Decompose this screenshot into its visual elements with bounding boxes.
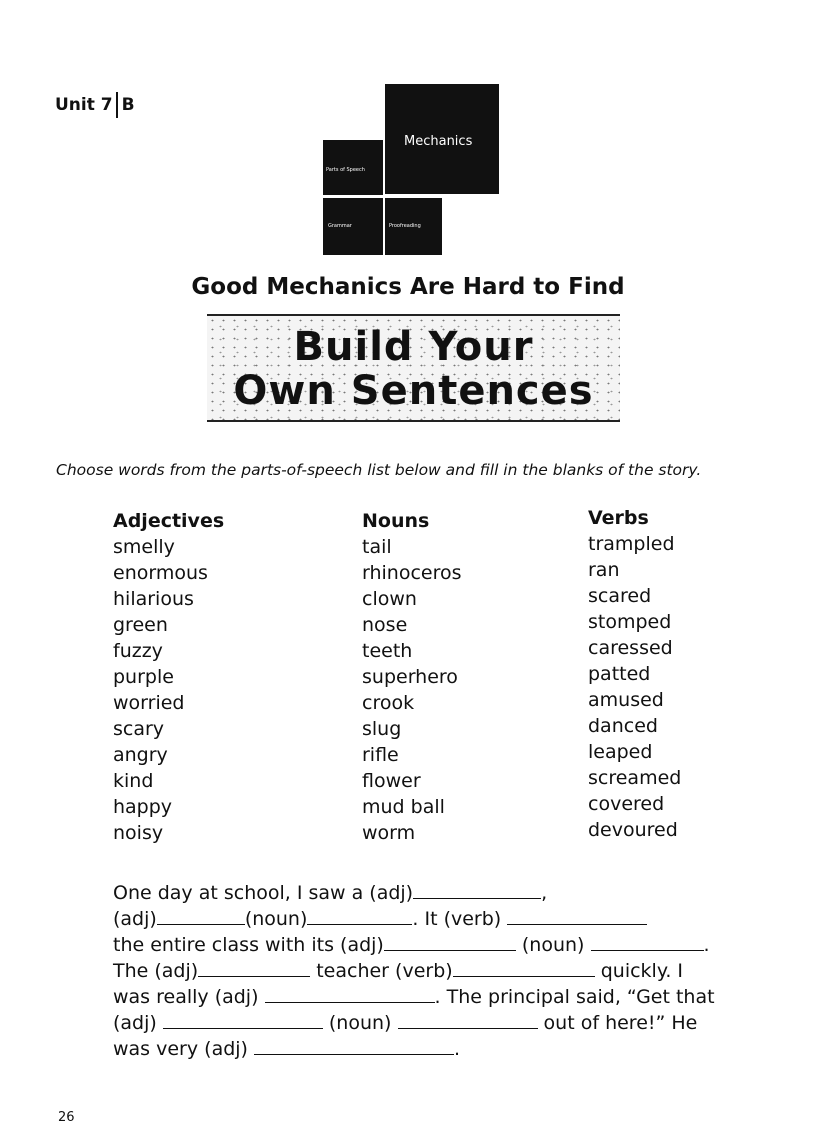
story-line: [113, 932, 803, 958]
story-text: . The principal said, “Get that: [434, 986, 715, 1008]
list-item: slug: [362, 718, 402, 740]
list-item: scared: [588, 585, 652, 607]
blank-line[interactable]: [591, 934, 704, 951]
grammar-label: Grammar: [328, 223, 352, 229]
list-item: rhinoceros: [362, 562, 462, 584]
list-item: danced: [588, 715, 658, 737]
story-line: [113, 1010, 803, 1036]
story-line: [113, 1036, 803, 1062]
blank-line[interactable]: [398, 1012, 538, 1029]
blank-line[interactable]: [307, 908, 412, 925]
story-text: .: [703, 934, 710, 956]
list-item: covered: [588, 793, 665, 815]
blank-line[interactable]: [384, 934, 516, 951]
unit-divider: [116, 92, 118, 118]
blank-line[interactable]: [453, 960, 595, 977]
list-item: scary: [113, 718, 165, 740]
list-item: devoured: [588, 819, 678, 841]
story-text: out of here!” He: [537, 1012, 698, 1034]
list-item: stomped: [588, 611, 672, 633]
adjectives-column: [113, 508, 224, 846]
story-text: teacher (verb): [310, 960, 453, 982]
list-item: fuzzy: [113, 640, 163, 662]
story-text: the entire class with its (adj): [113, 934, 384, 956]
banner: [207, 314, 620, 422]
story-text: (adj): [113, 908, 157, 930]
blank-line[interactable]: [265, 986, 435, 1003]
list-item: happy: [113, 796, 173, 818]
list-item: worried: [113, 692, 185, 714]
parts-of-speech-box: [323, 140, 383, 195]
story-text: ,: [541, 882, 548, 904]
story-line: [113, 984, 803, 1010]
list-item: teeth: [362, 640, 413, 662]
nouns-header: Nouns: [362, 510, 430, 532]
verbs-header: Verbs: [588, 507, 649, 529]
story-text: .: [454, 1038, 461, 1060]
list-item: patted: [588, 663, 651, 685]
list-item: clown: [362, 588, 417, 610]
banner-line-2: Own Sentences: [233, 368, 594, 414]
mechanics-label: Mechanics: [404, 134, 473, 149]
blank-line[interactable]: [163, 1012, 323, 1029]
story-text: (noun): [515, 934, 591, 956]
banner-line-1: Build Your: [293, 324, 534, 370]
list-item: nose: [362, 614, 408, 636]
story-text: quickly. I: [594, 960, 684, 982]
list-item: amused: [588, 689, 664, 711]
list-item: smelly: [113, 536, 175, 558]
story-paragraph: [113, 880, 803, 1062]
list-item: leaped: [588, 741, 653, 763]
story-text: was very (adj): [113, 1038, 254, 1060]
story-text: was really (adj): [113, 986, 265, 1008]
unit-label: [55, 92, 135, 118]
story-line: [113, 880, 803, 906]
proofreading-label: Proofreading: [389, 223, 421, 229]
story-text: . It (verb): [412, 908, 508, 930]
list-item: worm: [362, 822, 416, 844]
list-item: noisy: [113, 822, 164, 844]
list-item: caressed: [588, 637, 673, 659]
list-item: superhero: [362, 666, 458, 688]
blank-line[interactable]: [157, 908, 245, 925]
list-item: trampled: [588, 533, 675, 555]
list-item: crook: [362, 692, 415, 714]
instructions: Choose words from the parts-of-speech list below and fill in the blanks of the story.: [56, 461, 702, 479]
unit-number: Unit 7: [55, 95, 113, 115]
blank-line[interactable]: [254, 1038, 454, 1055]
list-item: mud ball: [362, 796, 445, 818]
story-line: [113, 958, 803, 984]
story-text: (adj): [113, 1012, 163, 1034]
parts-of-speech-label: Parts of Speech: [326, 167, 365, 173]
list-item: green: [113, 614, 168, 636]
story-text: (noun): [244, 908, 308, 930]
list-item: hilarious: [113, 588, 194, 610]
list-item: rifle: [362, 744, 399, 766]
list-item: enormous: [113, 562, 208, 584]
page-title: Good Mechanics Are Hard to Find: [191, 274, 625, 300]
unit-letter: B: [121, 95, 135, 115]
story-line: [113, 906, 803, 932]
blank-line[interactable]: [413, 882, 541, 899]
page-number: 26: [58, 1110, 75, 1125]
blank-line[interactable]: [198, 960, 310, 977]
list-item: flower: [362, 770, 421, 792]
proofreading-box: [385, 198, 442, 255]
list-item: screamed: [588, 767, 682, 789]
list-item: kind: [113, 770, 154, 792]
mechanics-box: [385, 84, 499, 194]
grammar-box: [323, 198, 383, 255]
adjectives-header: Adjectives: [113, 510, 225, 532]
list-item: angry: [113, 744, 168, 766]
story-text: One day at school, I saw a (adj): [113, 882, 414, 904]
list-item: purple: [113, 666, 174, 688]
list-item: tail: [362, 536, 392, 558]
verbs-column: [588, 505, 681, 843]
list-item: ran: [588, 559, 620, 581]
blank-line[interactable]: [507, 908, 647, 925]
story-text: (noun): [322, 1012, 398, 1034]
nouns-column: [362, 508, 462, 846]
story-text: The (adj): [113, 960, 199, 982]
